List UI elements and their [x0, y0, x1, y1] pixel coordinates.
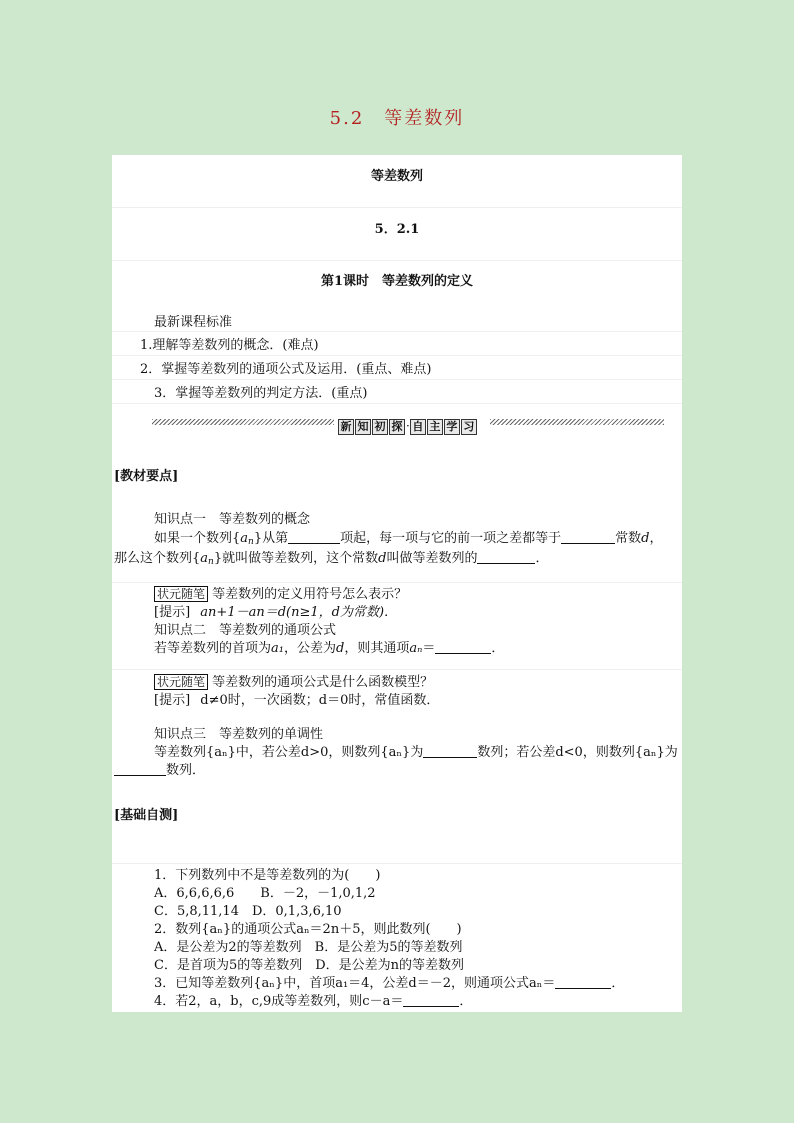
divider [112, 331, 682, 332]
banner-char: 探 [389, 419, 405, 435]
var: d [641, 531, 650, 546]
text: ＝ [422, 641, 436, 656]
text: 等差数列的通项公式是什么函数模型？ [212, 675, 434, 690]
text: 3．已知等差数列{aₙ}中，首项a₁＝4，公差d＝－2，则通项公式aₙ＝ [154, 976, 556, 991]
text: ，则其通项 [344, 641, 410, 656]
question-2-options-cd: C．是首项为5的等差数列 D．是公差为n的等差数列 [154, 958, 465, 973]
banner-char: 知 [355, 419, 371, 435]
tip-question-2 [154, 674, 433, 692]
divider [112, 582, 682, 583]
fill-blank[interactable] [435, 640, 491, 654]
kp1-line2 [114, 550, 548, 571]
page-title: 5.2 等差数列 [329, 108, 465, 129]
sub: n [208, 557, 214, 567]
lesson-title: 第1课时 等差数列的定义 [320, 274, 474, 289]
text: 项起，每一项与它的前一项之差都等于 [340, 531, 562, 546]
tip-hint-1 [154, 604, 397, 622]
text: 等差数列的定义用符号怎么表示？ [212, 587, 408, 602]
text: ． [459, 994, 473, 1009]
var: d [336, 641, 345, 656]
kp3-title: 知识点三 等差数列的单调性 [154, 727, 324, 742]
kp3-line2 [114, 762, 205, 780]
fill-blank[interactable] [423, 744, 477, 758]
banner-char: 新 [338, 419, 354, 435]
tip-question-1 [154, 586, 407, 604]
banner-char: 学 [444, 419, 460, 435]
text: ． [535, 551, 549, 566]
text: ， [649, 531, 663, 546]
text: }就叫做等差数列，这个常数 [213, 551, 379, 566]
banner-char: 自 [410, 419, 426, 435]
text: ． [491, 641, 505, 656]
text: 4．若2，a，b，c,9成等差数列，则c－a＝ [154, 994, 404, 1009]
question-3 [154, 975, 624, 993]
document-page [112, 155, 682, 1012]
text: 数列． [166, 763, 206, 778]
fill-blank[interactable] [403, 993, 459, 1007]
question-1-options-cd: C．5,8,11,14 D．0,1,3,6,10 [154, 904, 342, 919]
text: }从第 [253, 531, 289, 546]
fill-blank[interactable] [288, 530, 340, 544]
banner-char: 初 [372, 419, 388, 435]
kp2-line [154, 640, 504, 658]
text: 那么这个数列{ [114, 551, 201, 566]
chapter-heading: 等差数列 [370, 169, 423, 184]
standard-item: 1.理解等差数列的概念．(难点) [140, 338, 319, 353]
text: 如果一个数列{ [154, 531, 241, 546]
banner-char: 主 [427, 419, 443, 435]
section-banner [152, 415, 666, 431]
self-test-heading: [基础自测] [114, 808, 179, 823]
text: 数列；若公差d<0，则数列{aₙ}为 [477, 745, 678, 760]
divider [112, 863, 682, 864]
var: a [240, 531, 249, 546]
text: d≠0时，一次函数；d＝0时，常值函数． [200, 693, 440, 708]
text: ． [611, 976, 625, 991]
banner-hatch-right [490, 419, 664, 425]
standard-item: 2．掌握等差数列的通项公式及运用．(重点、难点) [140, 362, 432, 377]
tip-hint-2 [154, 692, 439, 710]
text: an+1－an＝d(n≥1，d为常数)． [200, 605, 398, 620]
kp3-line1 [154, 744, 678, 762]
var: d [378, 551, 387, 566]
text: 若等差数列的首项为 [154, 641, 272, 656]
question-4 [154, 993, 472, 1011]
question-2: 2．数列{aₙ}的通项公式aₙ＝2n＋5，则此数列( ) [154, 922, 462, 937]
fill-blank[interactable] [555, 975, 611, 989]
fill-blank[interactable] [477, 550, 535, 564]
divider [112, 379, 682, 380]
divider [112, 669, 682, 670]
tip-tag: 状元随笔 [154, 674, 208, 690]
tip-tag: 状元随笔 [154, 586, 208, 602]
section-number: 5．2.1 [374, 222, 420, 237]
sub: n [248, 537, 254, 547]
divider [112, 260, 682, 261]
kp1-title: 知识点一 等差数列的概念 [154, 512, 311, 527]
divider [112, 403, 682, 404]
banner-dot: · [406, 419, 410, 433]
standard-item: 3．掌握等差数列的判定方法．(重点) [154, 386, 368, 401]
var: aₙ [409, 641, 423, 656]
var: a [200, 551, 209, 566]
question-1-options-ab: A．6,6,6,6,6 B．－2，－1,0,1,2 [154, 886, 376, 901]
var: a₁ [271, 641, 284, 656]
hint-label: [提示] [154, 605, 191, 620]
banner-hatch-left [152, 419, 334, 425]
text: 叫做等差数列的 [386, 551, 478, 566]
question-2-options-ab: A．是公差为2的等差数列 B．是公差为5的等差数列 [154, 940, 463, 955]
kp2-title: 知识点二 等差数列的通项公式 [154, 623, 337, 638]
divider [112, 355, 682, 356]
standards-heading: 最新课程标准 [154, 315, 233, 330]
banner-char: 习 [461, 419, 477, 435]
text: 常数 [615, 531, 642, 546]
text: ，公差为 [283, 641, 336, 656]
kp1-line1 [154, 530, 663, 551]
fill-blank[interactable] [114, 762, 166, 776]
question-1: 1．下列数列中不是等差数列的为( ) [154, 868, 381, 883]
text: 等差数列{aₙ}中，若公差d>0，则数列{aₙ}为 [154, 745, 424, 760]
fill-blank[interactable] [561, 530, 615, 544]
divider [112, 207, 682, 208]
hint-label: [提示] [154, 693, 191, 708]
textbook-heading: [教材要点] [114, 469, 179, 484]
